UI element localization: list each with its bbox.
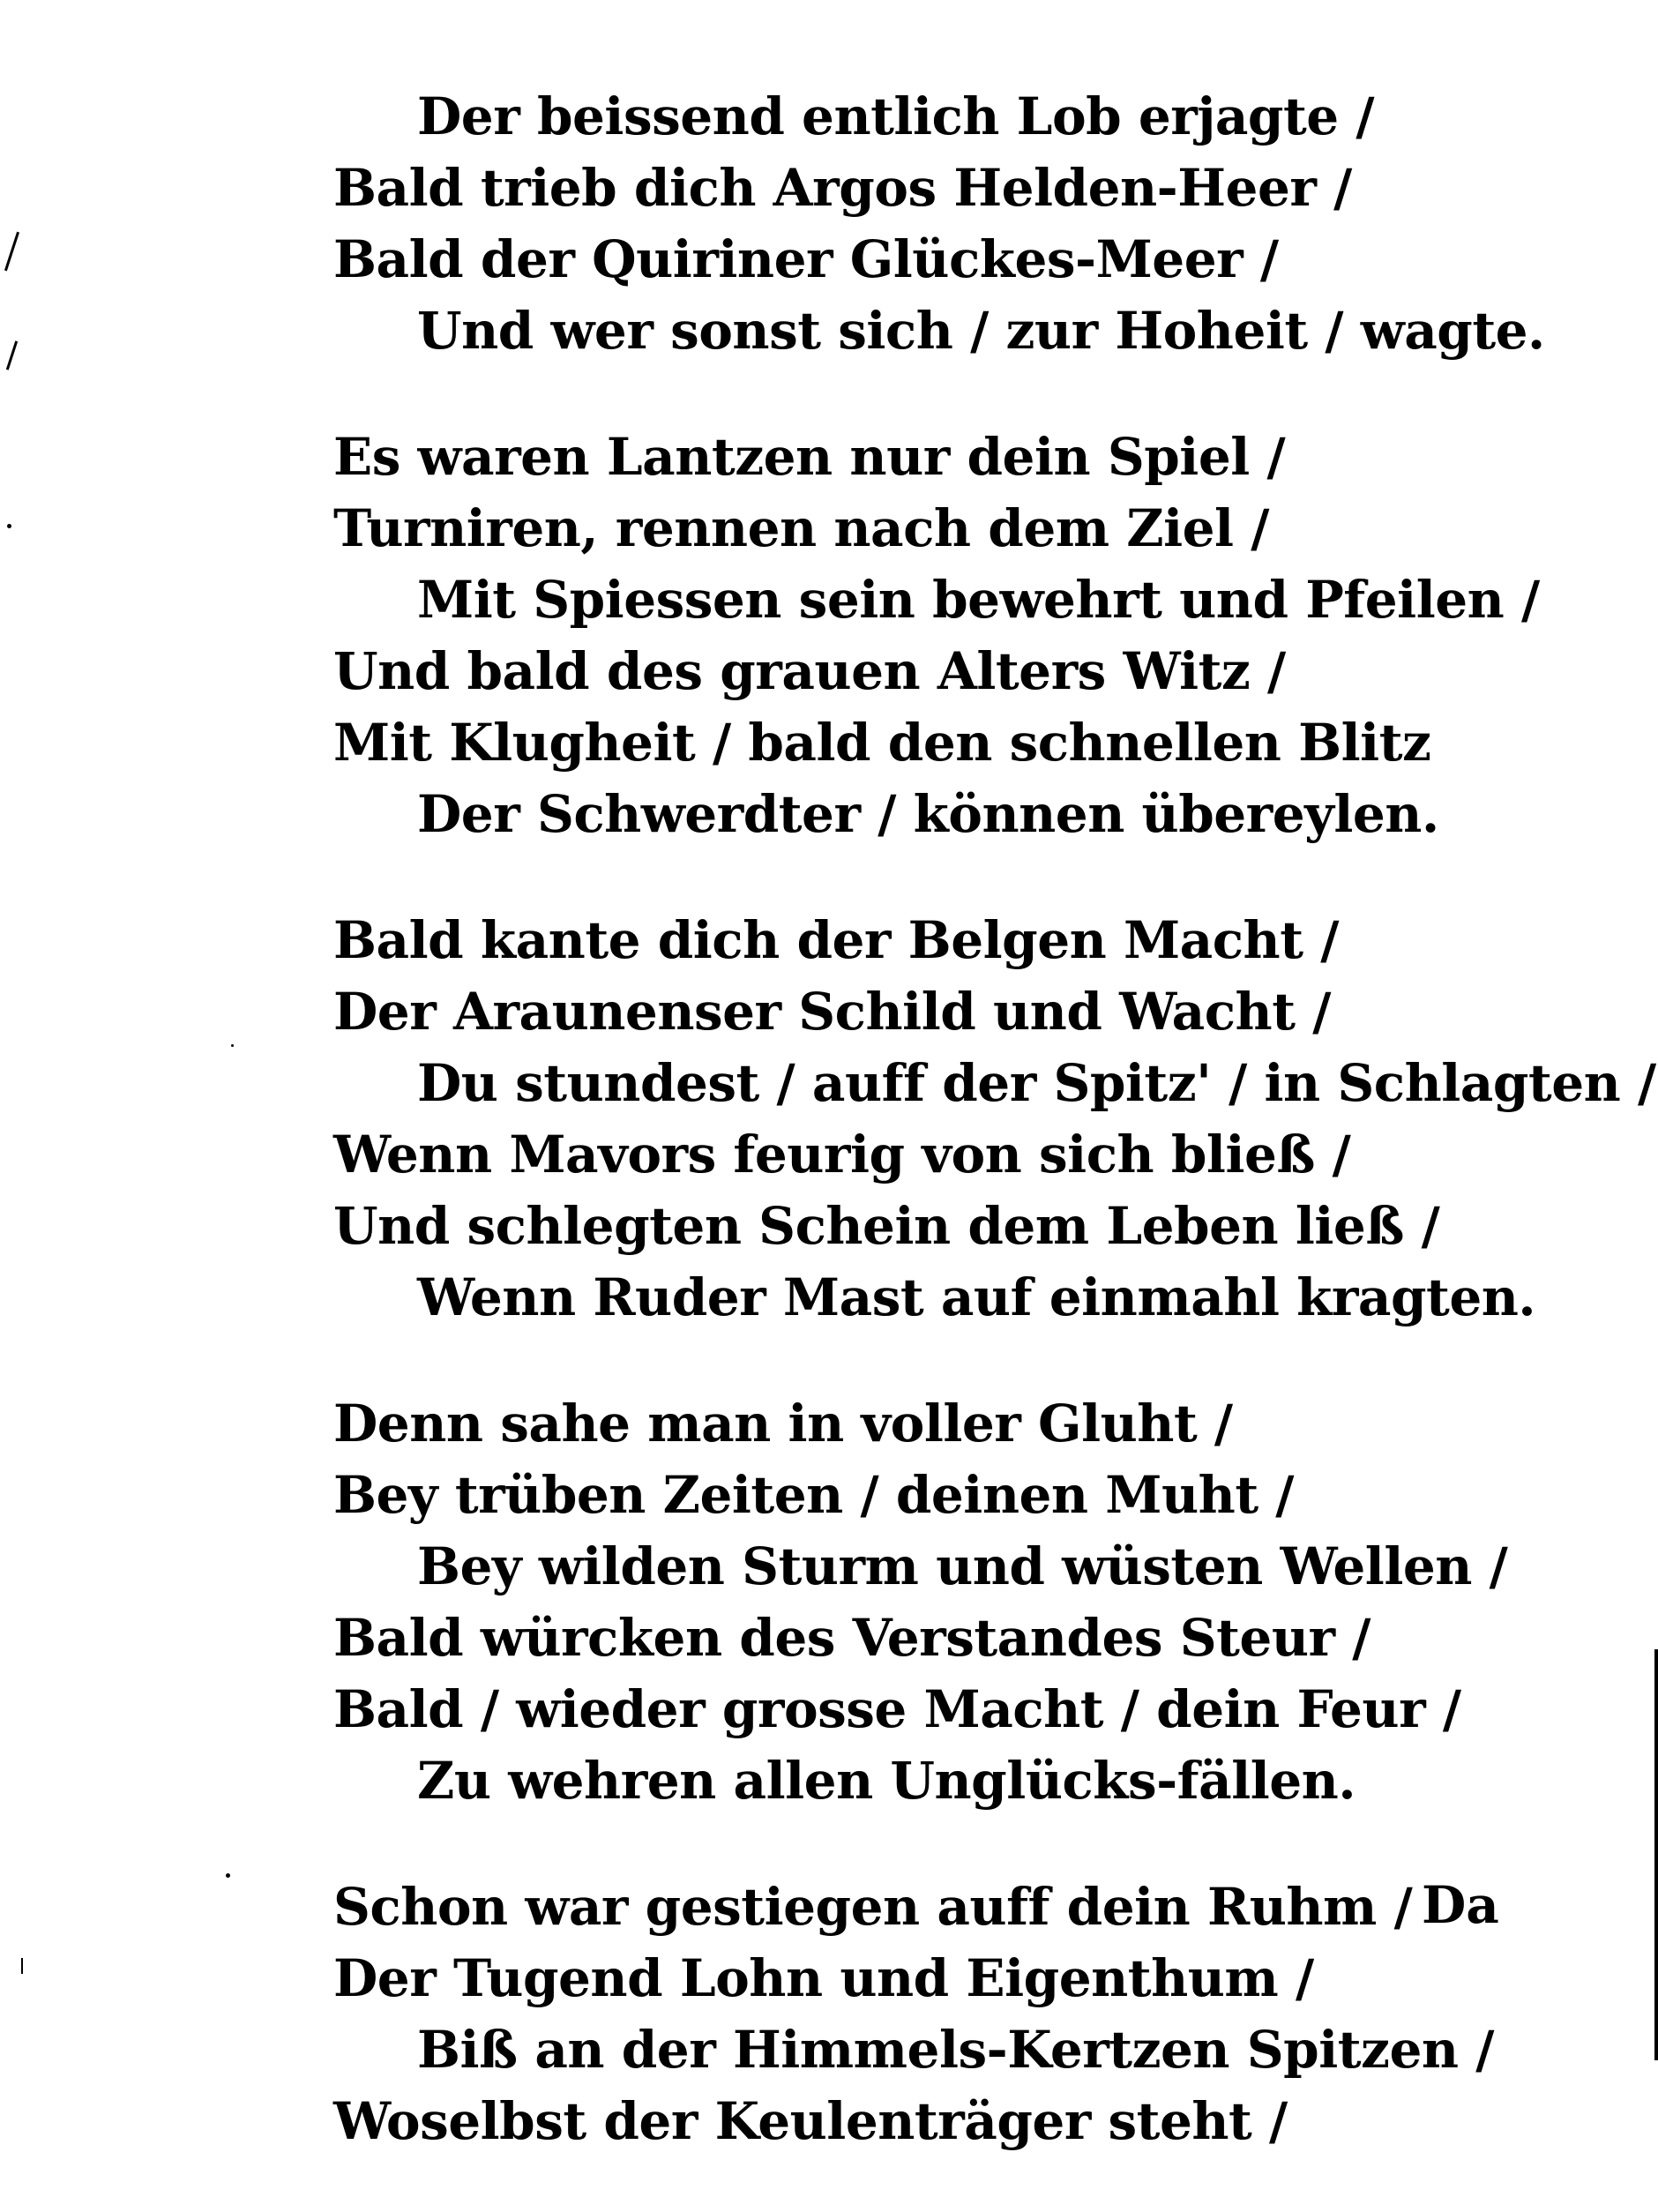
verse-line: Du stundest / auff der Spitz' / in Schlagten / (417, 1053, 1656, 1113)
verse-line: Denn sahe man in voller Gluht / (333, 1394, 1233, 1453)
verse-line: Und schlegten Schein dem Leben ließ / (333, 1196, 1440, 1256)
verse-line: Zu wehren allen Unglücks-fällen. (417, 1751, 1356, 1811)
poem-text (333, 81, 1656, 2212)
stanza (333, 422, 1540, 850)
margin-speck (231, 1044, 234, 1047)
verse-line: Bey trüben Zeiten / deinen Muht / (333, 1465, 1294, 1525)
catchword: Da (1422, 1875, 1499, 1935)
verse-line: Wenn Mavors feurig von sich bließ / (333, 1125, 1351, 1184)
verse-line: Bey wilden Sturm und wüsten Wellen / (417, 1536, 1508, 1596)
stanza (333, 905, 1656, 1334)
verse-line: Mit Spiessen sein bewehrt und Pfeilen / (417, 570, 1540, 630)
verse-line: Biß an der Himmels-Kertzen Spitzen / (417, 2020, 1494, 2080)
verse-line: Es waren Lantzen nur dein Spiel / (333, 427, 1286, 487)
verse-line: Und bald des grauen Alters Witz / (333, 641, 1286, 701)
stanza (333, 1872, 1494, 2157)
verse-line: Bald der Quiriner Glückes-Meer / (333, 229, 1279, 289)
verse-line: Wenn Ruder Mast auf einmahl kragten. (417, 1267, 1536, 1327)
verse-line: Bald / wieder grosse Macht / dein Feur / (333, 1679, 1461, 1739)
verse-line: Bald würcken des Verstandes Steur / (333, 1608, 1370, 1668)
stanza (333, 81, 1545, 367)
verse-line: Und wer sonst sich / zur Hoheit / wagte. (417, 301, 1545, 361)
verse-line: Schon war gestiegen auff dein Ruhm / (333, 1877, 1413, 1937)
verse-line: Bald kante dich der Belgen Macht / (333, 910, 1339, 970)
verse-line: Der Schwerdter / können übereylen. (417, 784, 1439, 844)
stanza (333, 1388, 1508, 1817)
verse-line: Woselbst der Keulenträger steht / (333, 2091, 1288, 2151)
page-edge-rule (1654, 1649, 1658, 2060)
verse-line: Turniren, rennen nach dem Ziel / (333, 498, 1269, 558)
margin-mark (4, 232, 19, 272)
margin-mark (21, 1958, 23, 1974)
verse-line: Der beissend entlich Lob erjagte / (417, 86, 1375, 146)
margin-mark (6, 340, 18, 370)
margin-speck (7, 524, 11, 528)
verse-line: Mit Klugheit / bald den schnellen Blitz (333, 713, 1431, 773)
verse-line: Der Tugend Lohn und Eigenthum / (333, 1948, 1314, 2008)
margin-speck (226, 1873, 230, 1878)
verse-line: Der Araunenser Schild und Wacht / (333, 982, 1331, 1042)
verse-line: Bald trieb dich Argos Helden-Heer / (333, 158, 1352, 218)
